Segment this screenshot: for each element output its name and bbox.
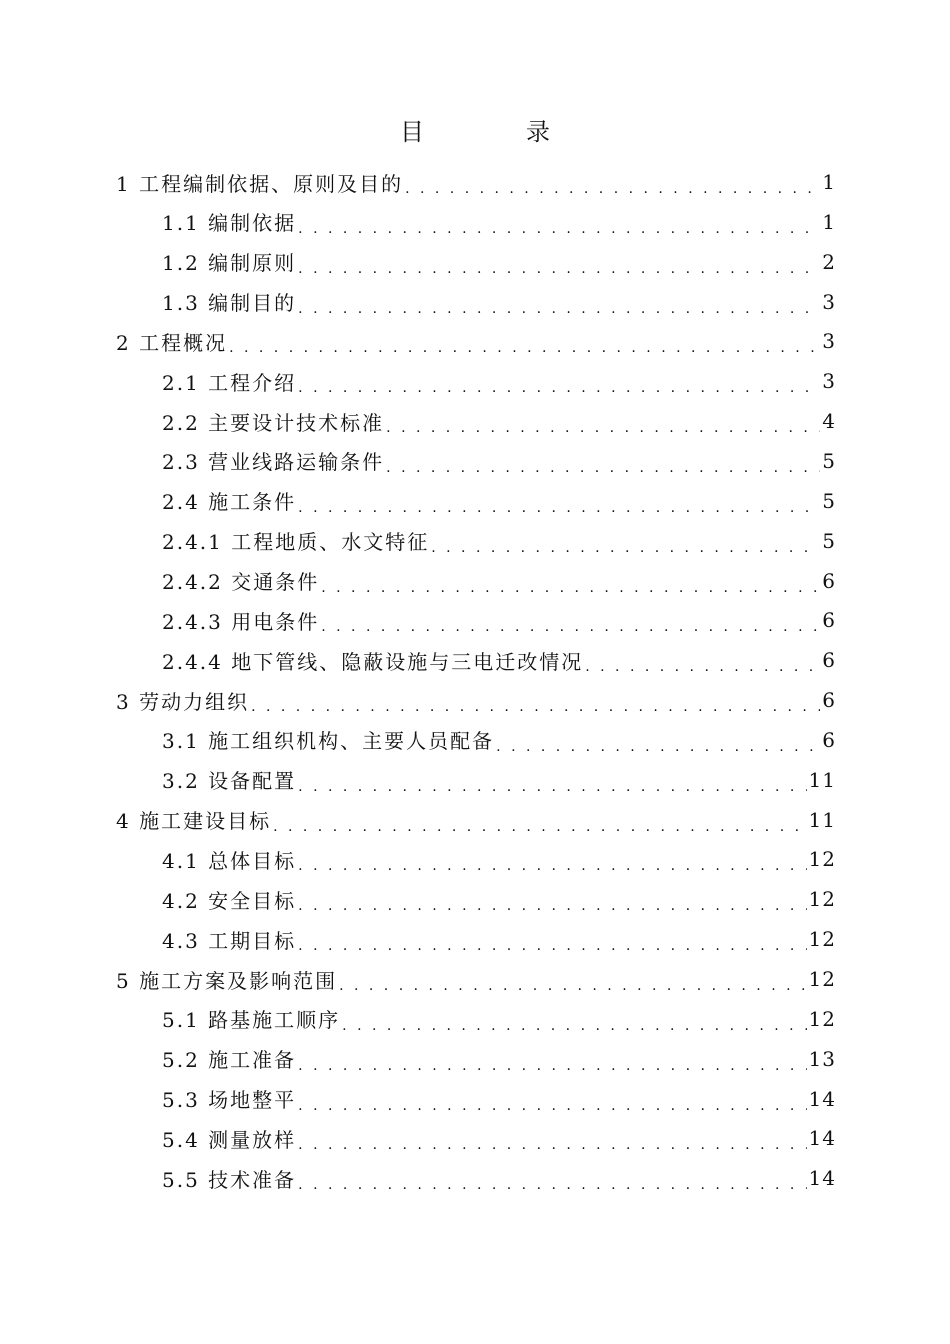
toc-section-entry[interactable]: [162, 481, 836, 521]
toc-chapter-entry[interactable]: [116, 162, 836, 202]
toc-entry-label: 5.1 路基施工顺序: [162, 1008, 341, 1033]
toc-page-number: 1: [822, 170, 836, 194]
toc-page-number: 3: [822, 329, 836, 354]
toc-page-number: 6: [822, 608, 836, 633]
toc-entry-label: 4.1 总体目标: [162, 848, 297, 873]
toc-chapter-entry[interactable]: [116, 680, 836, 720]
toc-section-entry[interactable]: [162, 521, 836, 561]
toc-dot-leader: [585, 652, 820, 676]
toc-page-number: 4: [822, 409, 836, 434]
toc-dot-leader: [298, 772, 806, 796]
toc-section-entry[interactable]: [162, 640, 836, 680]
toc-entry-label: 3 劳动力组织: [116, 689, 250, 714]
toc-entry-label: 2.4.3 用电条件: [162, 609, 320, 634]
toc-dot-leader: [321, 612, 820, 636]
toc-entry-label: 3.2 设备配置: [162, 769, 297, 794]
toc-page-number: 12: [808, 887, 836, 912]
toc-page-number: 3: [822, 289, 836, 314]
toc-section-entry[interactable]: [162, 1118, 836, 1158]
toc-dot-leader: [298, 1051, 806, 1075]
toc-chapter-entry[interactable]: [116, 321, 836, 361]
toc-page-number: 6: [822, 688, 836, 713]
toc-entry-label: 4.3 工期目标: [162, 928, 297, 953]
toc-entry-label: 1.1 编制依据: [162, 211, 297, 236]
toc-dot-leader: [298, 1091, 806, 1115]
toc-entry-label: 5.3 场地整平: [162, 1088, 297, 1113]
toc-section-entry[interactable]: [162, 242, 836, 282]
toc-dot-leader: [339, 971, 806, 995]
toc-section-entry[interactable]: [162, 361, 836, 401]
toc-entry-label: 5 施工方案及影响范围: [116, 968, 338, 993]
toc-dot-leader: [298, 493, 820, 517]
toc-entry-label: 3.1 施工组织机构、主要人员配备: [162, 729, 495, 754]
toc-dot-leader: [251, 692, 820, 716]
toc-dot-leader: [298, 294, 820, 318]
toc-page-number: 5: [822, 528, 836, 553]
toc-page-number: 12: [808, 967, 836, 991]
toc-page-number: 1: [822, 209, 836, 234]
toc-section-entry[interactable]: [162, 1158, 836, 1198]
toc-section-entry[interactable]: [162, 1039, 836, 1079]
toc-page-number: 12: [808, 847, 836, 872]
toc-page-number: 3: [822, 369, 836, 394]
toc-page-number: 5: [822, 488, 836, 513]
toc-entry-label: 2.1 工程介绍: [162, 370, 297, 395]
toc-chapter-entry[interactable]: [116, 800, 836, 840]
toc-dot-leader: [298, 214, 820, 238]
toc-chapter-entry[interactable]: [116, 959, 836, 999]
toc-page-number: 2: [822, 249, 836, 274]
toc-dot-leader: [405, 174, 820, 198]
toc-dot-leader: [273, 812, 806, 836]
toc-entry-label: 2.4 施工条件: [162, 490, 297, 515]
toc-entry-label: 2.4.1 工程地质、水文特征: [162, 530, 430, 555]
toc-dot-leader: [298, 1170, 806, 1194]
toc-section-entry[interactable]: [162, 441, 836, 481]
toc-page-number: 11: [808, 767, 836, 792]
toc-page-number: 6: [822, 568, 836, 593]
toc-entry-label: 2 工程概况: [116, 330, 228, 355]
toc-section-entry[interactable]: [162, 561, 836, 601]
toc-title: [0, 112, 950, 147]
toc-page-number: 5: [822, 448, 836, 473]
toc-dot-leader: [342, 1011, 806, 1035]
toc-dot-leader: [298, 373, 820, 397]
toc-entry-label: 1 工程编制依据、原则及目的: [116, 171, 404, 196]
toc-dot-leader: [298, 931, 806, 955]
toc-section-entry[interactable]: [162, 839, 836, 879]
toc-entry-label: 5.2 施工准备: [162, 1048, 297, 1073]
toc-page-number: 13: [808, 1046, 836, 1071]
toc-dot-leader: [496, 732, 820, 756]
toc-entry-label: 2.2 主要设计技术标准: [162, 410, 385, 435]
toc-entry-label: 5.5 技术准备: [162, 1167, 297, 1192]
toc-section-entry[interactable]: [162, 720, 836, 760]
toc-section-entry[interactable]: [162, 401, 836, 441]
toc-entry-label: 2.4.4 地下管线、隐蔽设施与三电迁改情况: [162, 649, 584, 674]
toc-section-entry[interactable]: [162, 999, 836, 1039]
toc-page-number: 12: [808, 1006, 836, 1031]
toc-entry-label: 2.3 营业线路运输条件: [162, 450, 385, 475]
toc-section-entry[interactable]: [162, 282, 836, 322]
toc-page-number: 12: [808, 927, 836, 952]
toc-page-number: 14: [808, 1086, 836, 1111]
toc-section-entry[interactable]: [162, 600, 836, 640]
toc-dot-leader: [298, 254, 820, 278]
toc-section-entry[interactable]: [162, 760, 836, 800]
toc-dot-leader: [321, 573, 820, 597]
toc-page-number: 14: [808, 1166, 836, 1191]
toc-dot-leader: [229, 333, 820, 357]
toc-entry-label: 2.4.2 交通条件: [162, 570, 320, 594]
toc-page-number: 11: [808, 807, 836, 832]
toc-page-number: 6: [822, 648, 836, 673]
toc-dot-leader: [386, 413, 820, 437]
toc-title-char-1: 目: [400, 118, 424, 146]
toc-section-entry[interactable]: [162, 1079, 836, 1119]
toc-dot-leader: [298, 1130, 806, 1154]
toc-dot-leader: [298, 851, 806, 875]
toc-page-number: 6: [822, 727, 836, 752]
toc-entry-label: 5.4 测量放样: [162, 1127, 297, 1152]
toc-section-entry[interactable]: [162, 919, 836, 959]
toc-entry-label: 4.2 安全目标: [162, 888, 297, 913]
toc-title-char-2: 录: [526, 118, 550, 146]
toc-dot-leader: [386, 453, 820, 477]
toc-entry-label: 1.3 编制目的: [162, 291, 297, 316]
toc-section-entry[interactable]: [162, 879, 836, 919]
toc-entry-label: 1.2 编制原则: [162, 251, 297, 276]
toc-dot-leader: [298, 891, 806, 915]
toc-dot-leader: [431, 533, 820, 557]
toc-page-number: 14: [808, 1126, 836, 1151]
toc-entry-label: 4 施工建设目标: [116, 809, 272, 834]
toc-section-entry[interactable]: [162, 202, 836, 242]
